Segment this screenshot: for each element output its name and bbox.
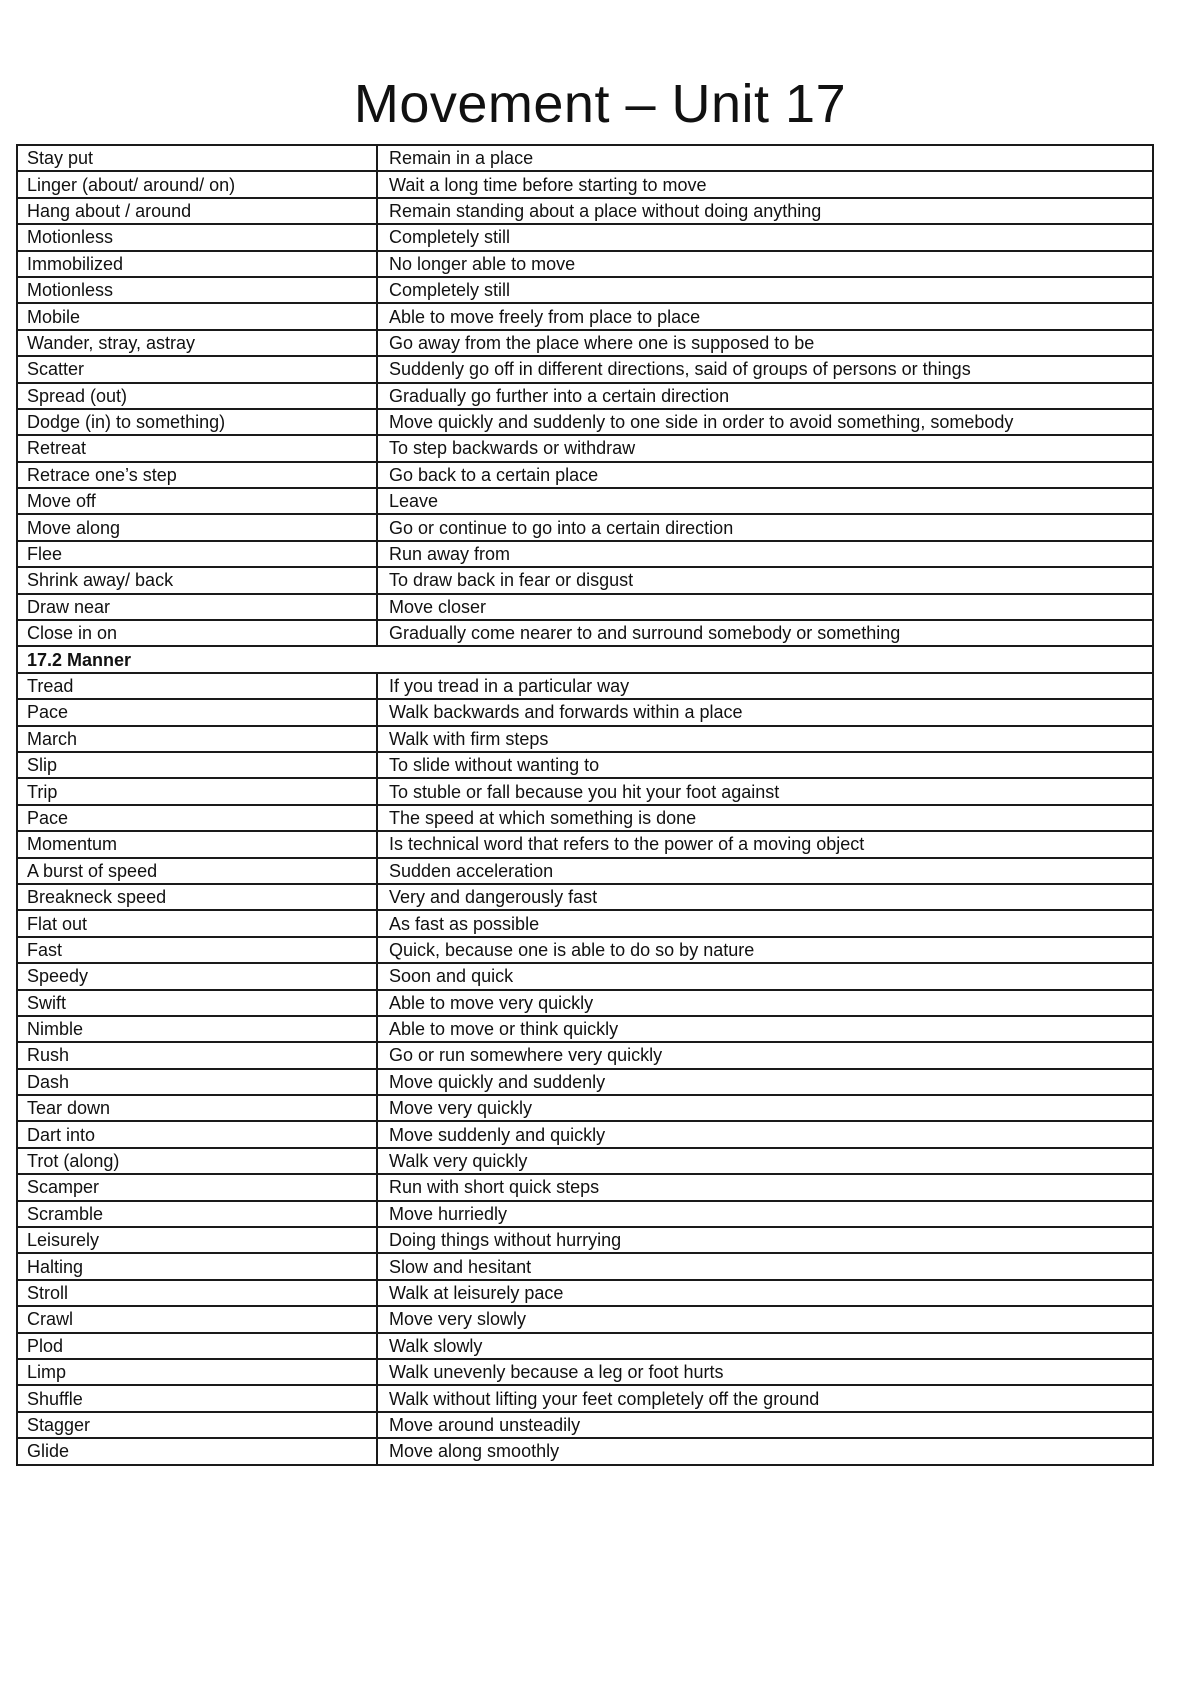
definition-cell: If you tread in a particular way [377, 673, 1153, 699]
definition-cell: As fast as possible [377, 910, 1153, 936]
table-row [17, 330, 1153, 356]
table-row [17, 198, 1153, 224]
table-row [17, 514, 1153, 540]
term-cell: Rush [17, 1042, 377, 1068]
table-row [17, 1148, 1153, 1174]
term-cell: Dash [17, 1069, 377, 1095]
term-cell: Immobilized [17, 251, 377, 277]
definition-cell: Walk at leisurely pace [377, 1280, 1153, 1306]
term-cell: March [17, 726, 377, 752]
table-row [17, 409, 1153, 435]
table-row [17, 1095, 1153, 1121]
term-cell: Stay put [17, 145, 377, 171]
table-row [17, 831, 1153, 857]
term-cell: Swift [17, 990, 377, 1016]
definition-cell: Remain in a place [377, 145, 1153, 171]
definition-cell: Able to move freely from place to place [377, 303, 1153, 329]
definition-cell: Move closer [377, 594, 1153, 620]
term-cell: Tear down [17, 1095, 377, 1121]
table-row [17, 910, 1153, 936]
definition-cell: Go or continue to go into a certain direction [377, 514, 1153, 540]
term-cell: Move along [17, 514, 377, 540]
definition-cell: Go away from the place where one is supposed to be [377, 330, 1153, 356]
term-cell: Hang about / around [17, 198, 377, 224]
term-cell: Scatter [17, 356, 377, 382]
definition-cell: To step backwards or withdraw [377, 435, 1153, 461]
definition-cell: Gradually go further into a certain direction [377, 383, 1153, 409]
term-cell: Spread (out) [17, 383, 377, 409]
definition-cell: Is technical word that refers to the power of a moving object [377, 831, 1153, 857]
table-row [17, 1333, 1153, 1359]
term-cell: Momentum [17, 831, 377, 857]
term-cell: Close in on [17, 620, 377, 646]
definition-cell: Walk backwards and forwards within a place [377, 699, 1153, 725]
definition-cell: To draw back in fear or disgust [377, 567, 1153, 593]
term-cell: Halting [17, 1253, 377, 1279]
table-row [17, 884, 1153, 910]
term-cell: Stagger [17, 1412, 377, 1438]
table-row [17, 858, 1153, 884]
table-row [17, 1359, 1153, 1385]
term-cell: Trot (along) [17, 1148, 377, 1174]
table-row [17, 303, 1153, 329]
table-row [17, 937, 1153, 963]
term-cell: Motionless [17, 224, 377, 250]
table-row [17, 699, 1153, 725]
table-row [17, 1042, 1153, 1068]
definition-cell: Quick, because one is able to do so by nature [377, 937, 1153, 963]
definition-cell: Go back to a certain place [377, 462, 1153, 488]
term-cell: Scamper [17, 1174, 377, 1200]
term-cell: Wander, stray, astray [17, 330, 377, 356]
table-row [17, 462, 1153, 488]
table-row [17, 251, 1153, 277]
definition-cell: Move very quickly [377, 1095, 1153, 1121]
table-row [17, 1016, 1153, 1042]
table-row [17, 356, 1153, 382]
table-row [17, 1174, 1153, 1200]
definition-cell: Walk without lifting your feet completely off the ground [377, 1385, 1153, 1411]
section-heading: 17.2 Manner [17, 646, 1153, 672]
table-row [17, 145, 1153, 171]
definition-cell: Run with short quick steps [377, 1174, 1153, 1200]
term-cell: Glide [17, 1438, 377, 1464]
term-cell: Move off [17, 488, 377, 514]
table-row [17, 1227, 1153, 1253]
table-row [17, 1306, 1153, 1332]
table-row [17, 752, 1153, 778]
definition-cell: Soon and quick [377, 963, 1153, 989]
definition-cell: Able to move or think quickly [377, 1016, 1153, 1042]
term-cell: Plod [17, 1333, 377, 1359]
table-row [17, 383, 1153, 409]
definition-cell: Move very slowly [377, 1306, 1153, 1332]
definition-cell: To slide without wanting to [377, 752, 1153, 778]
term-cell: Mobile [17, 303, 377, 329]
term-cell: Slip [17, 752, 377, 778]
table-row [17, 277, 1153, 303]
table-row [17, 1121, 1153, 1147]
table-row [17, 171, 1153, 197]
definition-cell: Slow and hesitant [377, 1253, 1153, 1279]
term-cell: Crawl [17, 1306, 377, 1332]
table-row [17, 1385, 1153, 1411]
term-cell: Dart into [17, 1121, 377, 1147]
definition-cell: Sudden acceleration [377, 858, 1153, 884]
table-row [17, 990, 1153, 1016]
table-row [17, 778, 1153, 804]
table-row [17, 620, 1153, 646]
term-cell: Flat out [17, 910, 377, 936]
section-heading-row [17, 646, 1153, 672]
table-row [17, 541, 1153, 567]
definition-cell: Go or run somewhere very quickly [377, 1042, 1153, 1068]
definition-cell: Move quickly and suddenly [377, 1069, 1153, 1095]
table-row [17, 805, 1153, 831]
definition-cell: Remain standing about a place without doing anything [377, 198, 1153, 224]
table-row [17, 488, 1153, 514]
term-cell: Flee [17, 541, 377, 567]
term-cell: Fast [17, 937, 377, 963]
term-cell: Shuffle [17, 1385, 377, 1411]
term-cell: Nimble [17, 1016, 377, 1042]
table-row [17, 963, 1153, 989]
definition-cell: To stuble or fall because you hit your foot against [377, 778, 1153, 804]
table-row [17, 435, 1153, 461]
definition-cell: Completely still [377, 224, 1153, 250]
definition-cell: No longer able to move [377, 251, 1153, 277]
table-row [17, 1280, 1153, 1306]
table-row [17, 726, 1153, 752]
definition-cell: Move hurriedly [377, 1201, 1153, 1227]
term-cell: Draw near [17, 594, 377, 620]
definition-cell: Doing things without hurrying [377, 1227, 1153, 1253]
vocabulary-table [16, 144, 1154, 1466]
term-cell: A burst of speed [17, 858, 377, 884]
definition-cell: Move suddenly and quickly [377, 1121, 1153, 1147]
definition-cell: Walk very quickly [377, 1148, 1153, 1174]
definition-cell: The speed at which something is done [377, 805, 1153, 831]
term-cell: Tread [17, 673, 377, 699]
term-cell: Dodge (in) to something) [17, 409, 377, 435]
definition-cell: Move quickly and suddenly to one side in order to avoid something, somebody [377, 409, 1153, 435]
term-cell: Retreat [17, 435, 377, 461]
term-cell: Speedy [17, 963, 377, 989]
term-cell: Scramble [17, 1201, 377, 1227]
term-cell: Leisurely [17, 1227, 377, 1253]
definition-cell: Gradually come nearer to and surround somebody or something [377, 620, 1153, 646]
page-title: Movement – Unit 17 [353, 74, 847, 134]
term-cell: Stroll [17, 1280, 377, 1306]
table-row [17, 1201, 1153, 1227]
table-row [17, 1438, 1153, 1464]
definition-cell: Run away from [377, 541, 1153, 567]
definition-cell: Completely still [377, 277, 1153, 303]
definition-cell: Move around unsteadily [377, 1412, 1153, 1438]
definition-cell: Wait a long time before starting to move [377, 171, 1153, 197]
table-row [17, 594, 1153, 620]
table-row [17, 1412, 1153, 1438]
term-cell: Shrink away/ back [17, 567, 377, 593]
definition-cell: Able to move very quickly [377, 990, 1153, 1016]
table-row [17, 1253, 1153, 1279]
definition-cell: Walk slowly [377, 1333, 1153, 1359]
table-row [17, 567, 1153, 593]
table-row [17, 673, 1153, 699]
term-cell: Motionless [17, 277, 377, 303]
term-cell: Linger (about/ around/ on) [17, 171, 377, 197]
term-cell: Pace [17, 699, 377, 725]
term-cell: Retrace one’s step [17, 462, 377, 488]
table-row [17, 1069, 1153, 1095]
term-cell: Pace [17, 805, 377, 831]
definition-cell: Move along smoothly [377, 1438, 1153, 1464]
term-cell: Limp [17, 1359, 377, 1385]
table-row [17, 224, 1153, 250]
definition-cell: Very and dangerously fast [377, 884, 1153, 910]
definition-cell: Suddenly go off in different directions, said of groups of persons or things [377, 356, 1153, 382]
term-cell: Breakneck speed [17, 884, 377, 910]
term-cell: Trip [17, 778, 377, 804]
definition-cell: Walk unevenly because a leg or foot hurts [377, 1359, 1153, 1385]
vocabulary-table-body [17, 145, 1153, 1465]
definition-cell: Leave [377, 488, 1153, 514]
definition-cell: Walk with firm steps [377, 726, 1153, 752]
